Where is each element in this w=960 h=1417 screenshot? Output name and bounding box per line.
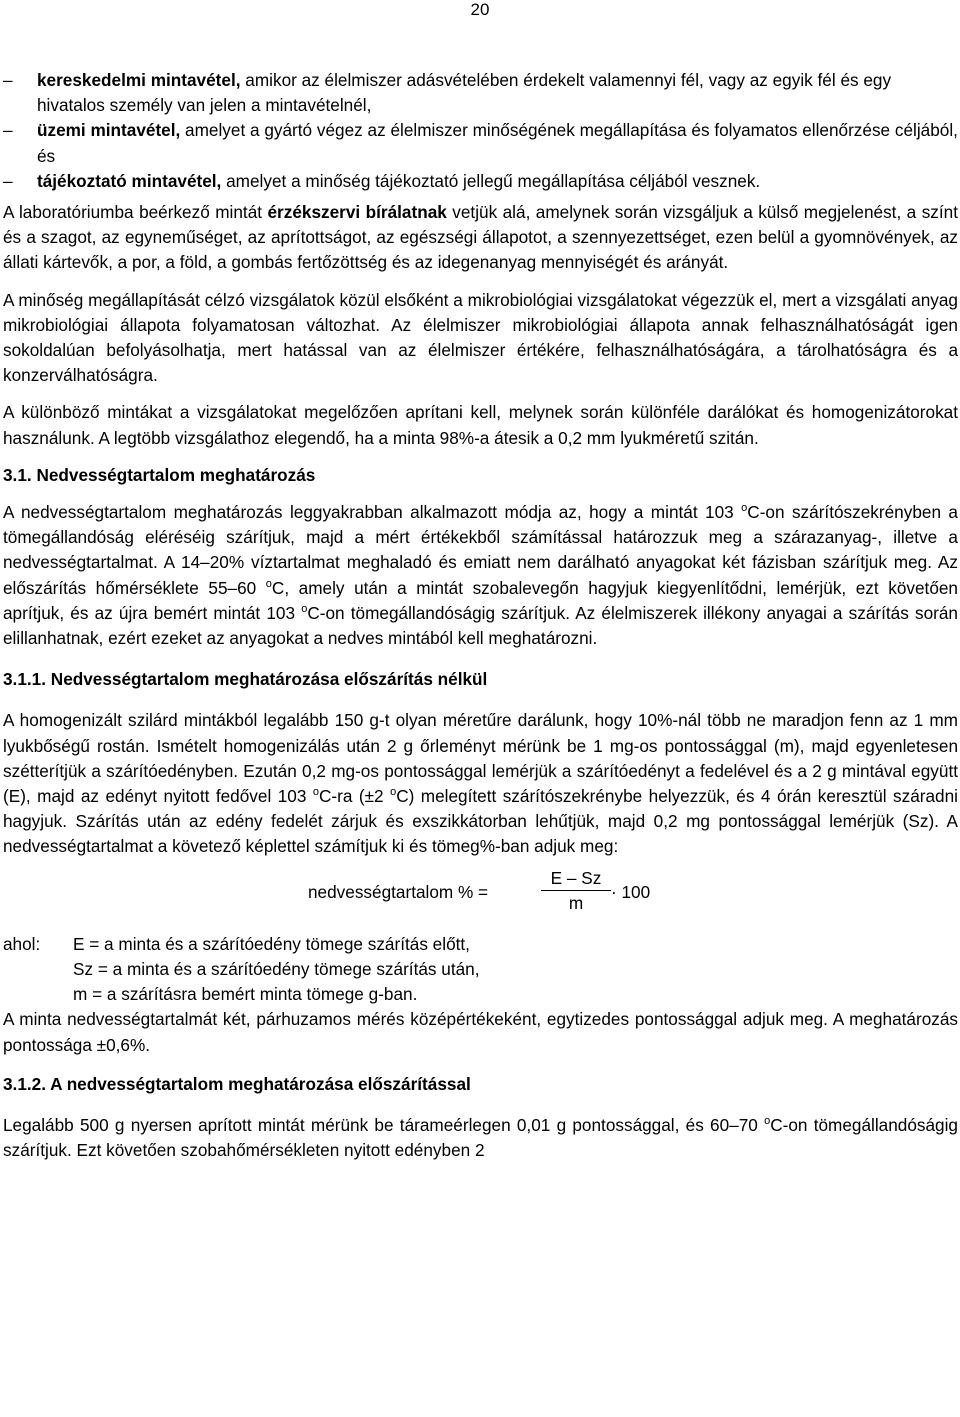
document-body	[3, 68, 958, 1163]
definition-line: Sz = a minta és a szárítóedény tömege szárítás után,	[73, 958, 480, 979]
paragraph-procedure: A homogenizált szilárd mintákból legalább 150 g-t olyan méretűre darálunk, hogy 10%-nál több ne maradjon fenn az 1 mm lyukbőségű rostán. Ismételt homogenizálás után 2 g őrleményt mérünk be 1 mg-os pontossággal (m), majd egyenletesen szétterítjük a szárítóedényben. Ezután 0,2 mg-os pontossággal lemérjük a szárítóedényt a fedelével és a 2 g mintával együtt (E), majd az edényt nyitott fedővel 103 $^o$C-ra (±2 $^o$C) melegített szárítószekrénybe helyezzük, és 4 órán keresztül száradni hagyjuk. Szárítás után az edény fedelét zárjuk és exszikkátorban lehűtjük, majd 0,2 mg pontossággal lemérjük (Sz). A nedvességtartalmat a követező képlettel számítjuk ki és tömeg%-ban adjuk meg:	[3, 710, 958, 857]
paragraph-microbiology: A minőség megállapítását célzó vizsgálatok közül elsőként a mikrobiológiai vizsgálatokat végezzük el, mert a vizsgálati anyag mikrobiológiai állapota folyamatosan változhat. Az élelmiszer mikrobiológiai állapota annak felhasználhatóságát igen sokoldalúan befolyásolhatja, mert hatással van az élelmiszer értékére, felhasználhatóságára, a tárolhatóságra és a konzerválhatóságra.	[3, 289, 958, 386]
definitions-label: ahol:	[3, 933, 41, 954]
section-heading-3-1-1: 3.1.1. Nedvességtartalom meghatározása előszárítás nélkül	[3, 669, 488, 690]
formula-denominator: m	[568, 892, 584, 913]
bullet-dash: –	[3, 70, 13, 90]
paragraph-grinding: A különböző mintákat a vizsgálatokat megelőzően aprítani kell, melynek során különféle darálókat és homogenizátorokat használunk. A legtöbb vizsgálathoz elegendő, ha a minta 98%-a átesik a 0,2 mm lyukméretű szitán.	[3, 402, 958, 448]
paragraph-precision: A minta nedvességtartalmát két, párhuzamos mérés középértékeként, egytizedes pontossággal adjuk meg. A meghatározás pontossága ±0,6%.	[3, 1009, 958, 1055]
list-item	[3, 169, 958, 194]
list-item-text: amikor az élelmiszer adásvételében érdekelt valamennyi fél, vagy az egyik fél és egy hivatalos személy van jelen a mintavételnél,	[37, 70, 892, 116]
paragraph-moisture-method: A nedvességtartalom meghatározás leggyakrabban alkalmazott módja az, hogy a mintát 103 $^o$C-on szárítószekrényben a tömegállandóság eléréséig szárítjuk, majd a mért értékekből számítással határozzuk meg a szárazanyag-, illetve a nedvességtartalmat. A 14–20% víztartalmat meghaladó és emiatt nem darálható anyagokat két fázisban szárítjuk meg. Az előszárítás hőmérséklete 55–60 $^o$C, amely után a mintát szobalevegőn hagyjuk kiegyenlítődni, lemérjük, ezt követően aprítjuk, és az újra bemért mintát 103 $^o$C-on tömegállandóságig szárítjuk. Az élelmiszerek illékony anyagai a szárítás során elillanhatnak, ezért ezeket az anyagokat a nedves mintából kell meghatározni.	[3, 502, 958, 649]
section-heading-3-1-2: 3.1.2. A nedvességtartalom meghatározása előszárítással	[3, 1073, 471, 1094]
formula-numerator: E – Sz	[541, 866, 611, 891]
bullet-dash: –	[3, 170, 13, 191]
formula-rhs: · 100	[611, 881, 651, 902]
bullet-dash: –	[3, 120, 13, 141]
section-heading-3-1: 3.1. Nedvességtartalom meghatározás	[3, 464, 316, 485]
definition-line: m = a szárításra bemért minta tömege g-ban.	[73, 984, 418, 1005]
definition-line: E = a minta és a szárítóedény tömege szárítás előtt,	[73, 933, 470, 954]
list-item-text: amelyet a minőség tájékoztató jellegű megállapítása céljából vesznek.	[221, 170, 761, 191]
list-item	[3, 68, 958, 118]
formula-fraction	[541, 866, 611, 915]
formula-lhs: nedvességtartalom % =	[308, 881, 489, 902]
list-item-text: amelyet a gyártó végez az élelmiszer minőségének megállapítása és folyamatos ellenőrzése céljából, és	[37, 120, 958, 166]
list-item-term: tájékoztató mintavétel,	[37, 170, 222, 191]
page-number: 20	[470, 0, 490, 19]
paragraph-sensory: A laboratóriumba beérkező mintát érzékszervi bírálatnak vetjük alá, amelynek során vizsgáljuk a külső megjelenést, a színt és a szagot, az egyneműséget, az aprítottságot, az egészségi állapotot, a szennyezettséget, ezen belül a gyomnövények, az állati kártevők, a por, a föld, a gombás fertőzöttség és az idegenanyag mennyiségét és arányát.	[3, 202, 958, 273]
variable-definitions	[3, 932, 958, 1008]
list-item-term: kereskedelmi mintavétel,	[37, 70, 241, 90]
list-item	[3, 118, 958, 168]
paragraph-predrying: Legalább 500 g nyersen aprított mintát mérünk be tárameérlegen 0,01 g pontossággal, és 60–70 $^o$C-on tömegállandóságig szárítjuk. Ezt követően szobahőmérsékleten nyitott edényben 2	[3, 1114, 958, 1161]
list-item-term: üzemi mintavétel,	[37, 120, 181, 141]
moisture-formula	[3, 866, 958, 922]
